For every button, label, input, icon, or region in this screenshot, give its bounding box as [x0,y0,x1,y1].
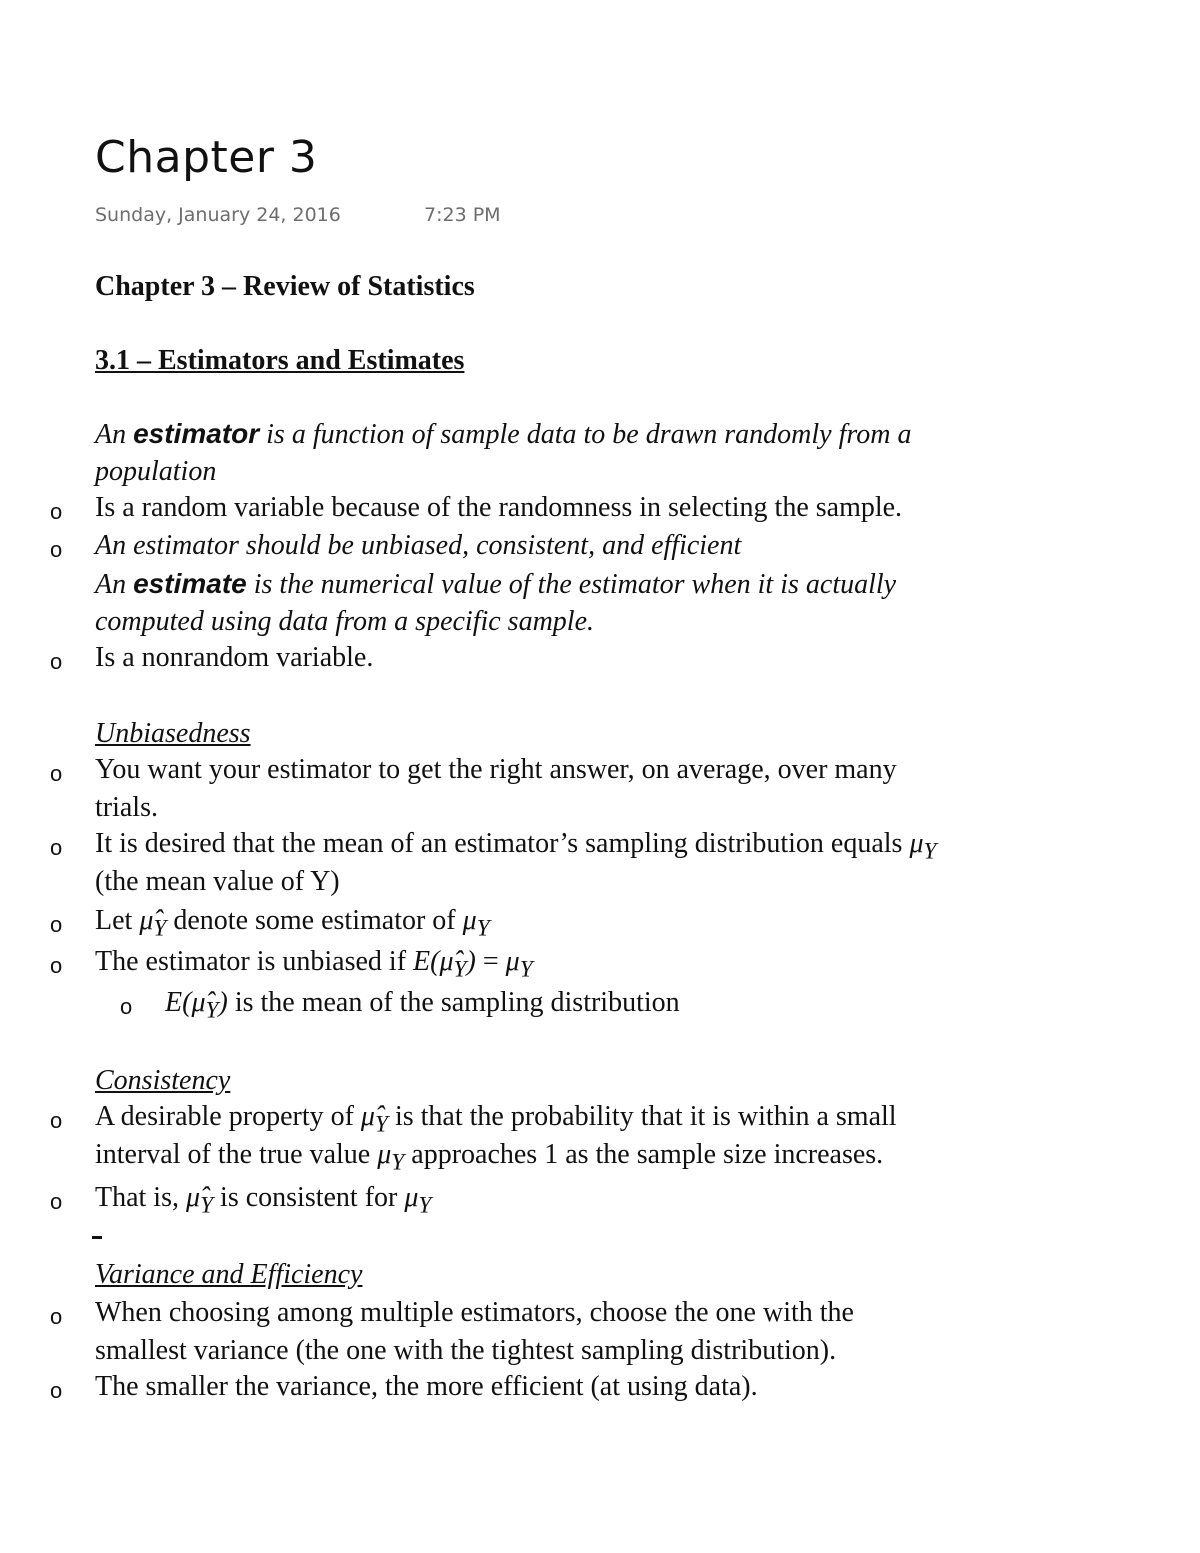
bullet-icon: o [50,761,63,786]
list-item: When choosing among multiple estimators, choose the one with the [95,1297,854,1328]
bullet-icon: o [50,912,63,937]
list-item: Let $\mû_Y$ denote some estimator of $\mu_Y$ [95,905,490,942]
consistency-heading: Consistency [95,1065,231,1096]
bullet-icon: o [50,953,63,978]
chapter-heading: Chapter 3 – Review of Statistics [95,271,475,302]
bullet-icon: o [50,1189,63,1214]
list-item: An estimator should be unbiased, consistent, and efficient [95,530,742,561]
page-date: Sunday, January 24, 2016 [95,204,341,226]
estimate-definition-cont: computed using data from a specific sample. [95,606,595,637]
list-item-cont: trials. [95,792,158,823]
list-item: That is, $\mû_Y$ is consistent for $\mu_Y$ [95,1182,432,1219]
list-item: The smaller the variance, the more efficient (at using data). [95,1371,758,1402]
page-title: Chapter 3 [95,132,318,183]
list-item: You want your estimator to get the right answer, on average, over many [95,754,897,785]
mu-y-symbol: $\mu_Y$ [909,828,937,865]
estimate-term: estimate [133,568,247,599]
bullet-icon: o [50,1108,63,1133]
list-item-cont: smallest variance (the one with the tightest sampling distribution). [95,1335,837,1366]
dash-mark [92,1236,102,1239]
estimator-definition: An estimator is a function of sample data to be drawn randomly from a [95,418,912,450]
bullet-icon: o [50,835,63,860]
bullet-icon: o [50,537,63,562]
page-time: 7:23 PM [424,204,501,226]
unbiasedness-heading: Unbiasedness [95,718,251,749]
bullet-icon: o [50,1304,63,1329]
list-item: A desirable property of $\mû_Y$ is that the probability that it is within a small [95,1101,897,1138]
estimator-definition-cont: population [95,456,217,487]
estimator-term: estimator [133,418,260,449]
section-heading: 3.1 – Estimators and Estimates [95,345,465,376]
list-item-nested: $E(\mû_Y)$ is the mean of the sampling distribution [165,987,680,1024]
estimate-definition: An estimate is the numerical value of the estimator when it is actually [95,568,897,600]
list-item: It is desired that the mean of an estimator’s sampling distribution equals $\mu_Y$ [95,828,937,865]
list-item: Is a nonrandom variable. [95,642,374,673]
list-item: The estimator is unbiased if $E(\mû_Y) = \mu_Y$ [95,946,533,983]
list-item-cont: interval of the true value $\mu_Y$ approaches 1 as the sample size increases. [95,1139,884,1176]
bullet-icon: o [120,994,133,1019]
bullet-icon: o [50,649,63,674]
list-item-cont: (the mean value of Y) [95,866,340,897]
bullet-icon: o [50,499,63,524]
bullet-icon: o [50,1378,63,1403]
list-item: Is a random variable because of the randomness in selecting the sample. [95,492,903,523]
variance-heading: Variance and Efficiency [95,1259,363,1290]
